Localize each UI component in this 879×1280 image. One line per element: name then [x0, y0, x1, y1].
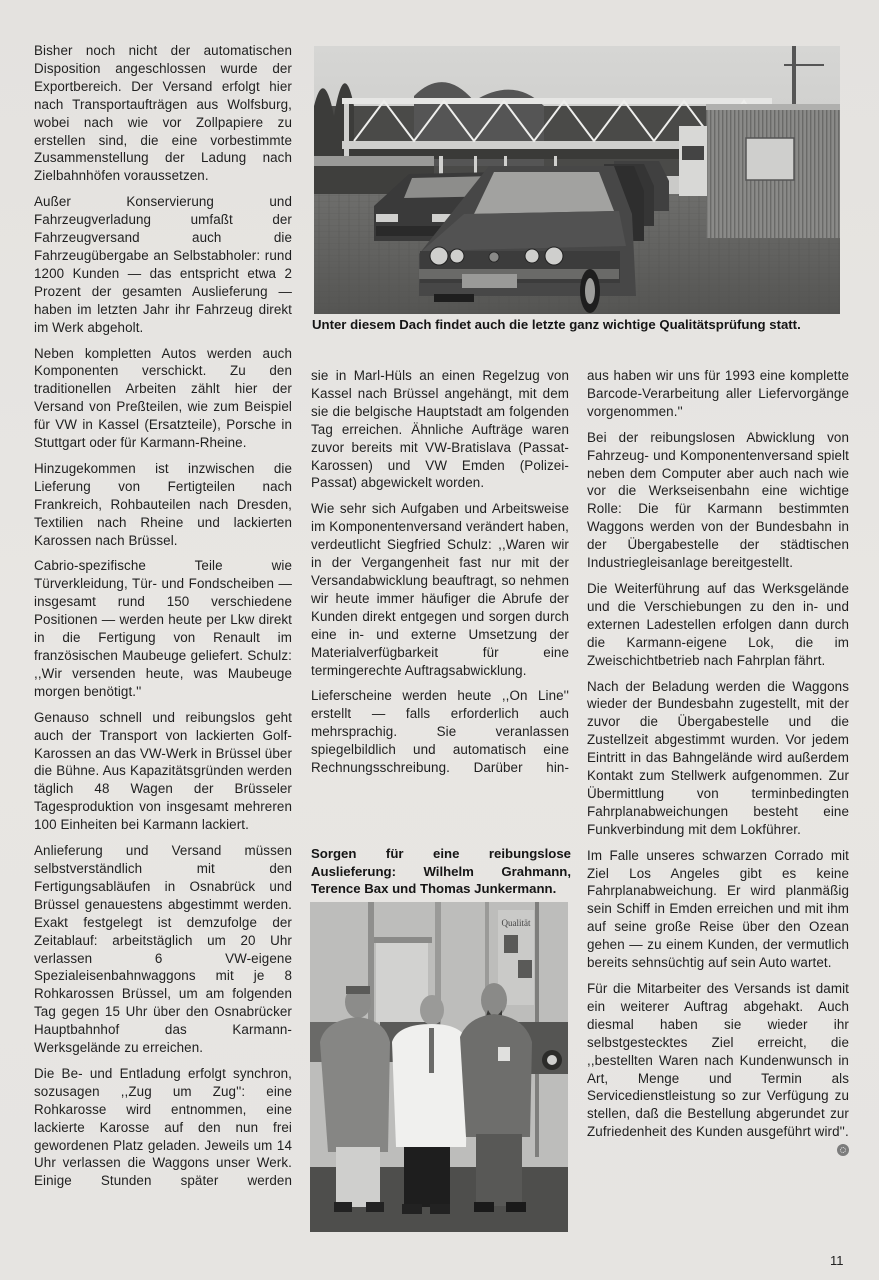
end-of-article-icon [837, 1144, 849, 1156]
paragraph: Außer Konservierung und Fahrzeugverladung umfaßt der Fahrzeugversand auch die Fahrzeugübergabe an Selbstabholer: rund 1200 Kunden — das entspricht etwa 2 Prozent der gesamten Auslieferung — haben im letzten Jahr ihr Fahrzeug direkt im Werk abgeholt. [34, 194, 292, 335]
paragraph: Die Weiterführung auf das Werksgelände und die Verschiebungen zu den in- und externen Ladestellen erfolgen dann durch die Karmann-eigene Lok, die im Zweischichtbetrieb nach Fahrplan fährt. [587, 580, 849, 668]
paragraph: Bisher noch nicht der automatischen Disposition angeschlossen wurde der Exportbereich. Der Versand erfolgt hier nach Transportaufträgen aus Wolfsburg, wobei nach wie vor Zollpapiere zu erstellen sind, die eine vorbestimmte Zusammenstellung der Ladung nach Zielbahnhöfen voraussetzen. [34, 43, 292, 184]
paragraph: Wie sehr sich Aufgaben und Arbeitsweise im Komponentenversand verändert haben, verdeutlicht Siegfried Schulz: ,,Waren wir in der Vergangenheit fast nur mit der Versandabwicklung beauftragt, so nehmen wir heute immer häufiger die Abrufe der Kunden direkt entgegen und sorgen durch eine in- und externe Umsetzung der Materialverfügbarkeit für eine termingerechte Auftragsabwicklung. [311, 501, 569, 678]
article-column-middle [311, 367, 569, 785]
photo-caption: Sorgen für eine reibungslose Auslieferung: Wilhelm Grahmann, Terence Bax und Thomas Junkermann. [311, 846, 571, 896]
photo-caption: Unter diesem Dach findet auch die letzte ganz wichtige Qualitätsprüfung statt. [312, 317, 801, 332]
poster-text: Qualität [501, 918, 531, 928]
photo-cars-under-roof [314, 46, 840, 314]
paragraph: Genauso schnell und reibungslos geht auch der Transport von lackierten Golf-Karossen an das VW-Werk in Brüssel über die Bühne. Aus Kapazitätsgründen werden täglich 48 Wagen der Brüsseler Tagesproduktion von insgesamt mehreren 100 Einheiten bei Karmann lackiert. [34, 709, 292, 833]
paragraph-text: Für die Mitarbeiter des Versands ist damit ein weiterer Auftrag abgehakt. Auch diesmal haben sie wieder ihr selbstgestecktes Ziel erreicht, die ,,bestellten Waren nach Kundenwunsch in Art, Menge und Termin als Servicedienstleistung so zur Verfügung zu stellen, daß die Bestellung abgerundet zur Zufriedenheit des Kunden ausgeführt wird''. [587, 981, 849, 1140]
paragraph: Bei der reibungslosen Abwicklung von Fahrzeug- und Komponentenversand spielt neben dem Computer aber auch nach wie vor die Werkseisenbahn eine wichtige Rolle: Die für Karmann bestimmten Waggons werden von der Bundesbahn in der Übergabestelle der städtischen Industriegleisanlage bereitgestellt. [587, 429, 849, 571]
paragraph: sie in Marl-Hüls an einen Regelzug von Kassel nach Brüssel angehängt, mit dem sie die belgische Hauptstadt am folgenden Tag erreichen. Ähnliche Aufträge waren zuvor bereits mit VW-Bratislava (Passat-Karossen) und VW Emden (Polizei-Passat) abgewickelt worden. [311, 368, 569, 491]
paragraph-final [587, 980, 849, 1141]
paragraph: Cabrio-spezifische Teile wie Türverkleidung, Tür- und Fondscheiben — insgesamt rund 150 verschiedene Positionen — werden heute per Lkw direkt in die Fertigung von Renault im französischen Maubeuge geliefert. Schulz: ,,Wir versenden heute, was Maubeuge morgen benötigt.'' [34, 558, 292, 699]
paragraph: Nach der Beladung werden die Waggons wieder der Bundesbahn zugestellt, mit der zuvor die Übergabestelle und die Zustellzeit abgestimmt wurden. Vor jedem Eintritt in das Bahngelände wird außerdem Kontakt zum Stellwerk aufgenommen. Zur Übermittlung von terminbedingten Fahrplanabweichungen besteht eine Funkverbindung mit dem Lokführer. [587, 678, 849, 837]
paragraph: aus haben wir uns für 1993 eine komplette Barcode-Verarbeitung aller Liefervorgänge vorgenommen.'' [587, 368, 849, 419]
paragraph: Lieferscheine werden heute ,,On Line'' erstellt — falls erforderlich auch mehrsprachig. Sie veranlassen spiegelbildlich und automatisch eine Rechnungsschreibung. Darüber hin- [311, 688, 569, 776]
photo-three-employees [310, 902, 568, 1232]
article-column-left [34, 42, 292, 1198]
paragraph: Hinzugekommen ist inzwischen die Lieferung von Fertigteilen nach Frankreich, Rohbauteilen nach Dresden, Textilien nach Rheine und lackierten Karossen nach Brüssel. [34, 460, 292, 548]
paragraph: Im Falle unseres schwarzen Corrado mit Ziel Los Angeles gibt es keine Fahrplanabweichung. Er wird planmäßig sein Schiff in Emden erreichen und mit ihm auf seine große Reise über den Ozean gehen — zu einem Kunden, der vermutlich bereits sehnsüchtig auf sein Auto wartet. [587, 847, 849, 971]
paragraph: Die Be- und Entladung erfolgt synchron, sozusagen ,,Zug um Zug'': eine Rohkarosse wird entnommen, eine lackierte Karosse auf den nun frei gewordenen Platz geladen. Jeweils um 14 Uhr verlassen die Waggons unser Werk. Einige Stunden später werden [34, 1065, 292, 1189]
paragraph: Anlieferung und Versand müssen selbstverständlich mit den Fertigungsabläufen in Osnabrück und Brüssel genauestens abgestimmt werden. Exakt festgelegt ist demzufolge der Zeitablauf: arbeitstäglich um 20 Uhr verlassen 6 VW-eigene Spezialeisenbahnwaggons mit je 8 Rohkarossen Brüssel, um am folgenden Tag gegen 15 Uhr über den Osnabrücker Hauptbahnhof das Karmann-Werksgelände zu erreichen. [34, 843, 292, 1056]
page-number: 11 [830, 1253, 844, 1268]
paragraph: Neben kompletten Autos werden auch Komponenten verschickt. Zu den traditionellen Arbeiten zählt hier der Versand von Preßteilen, wie zum Beispiel für VW in Kassel (Ersatzteile), Porsche in Stuttgart oder für Karmann-Rheine. [34, 345, 292, 451]
article-column-right [587, 367, 849, 1156]
